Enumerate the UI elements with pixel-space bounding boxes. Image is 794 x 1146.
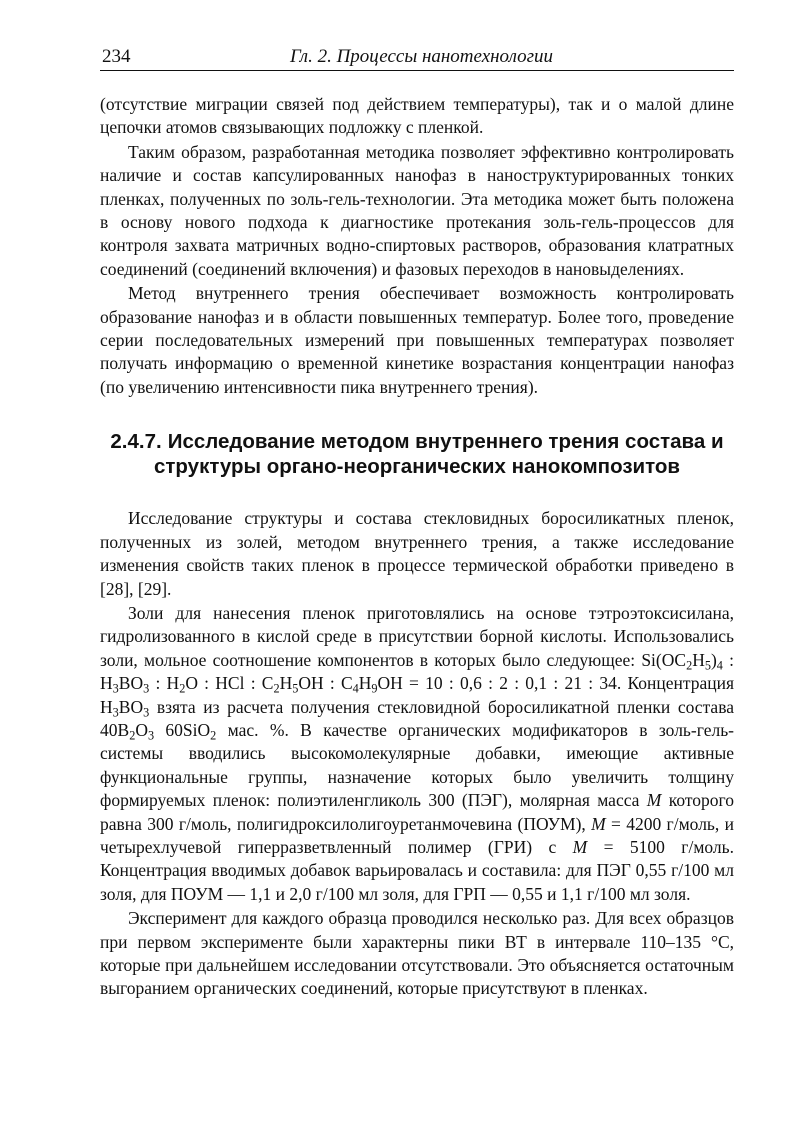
page-number: 234 bbox=[102, 46, 131, 67]
section-title: Исследование методом внутреннего трения состава и структуры органо-неорганических нанокомпозитов bbox=[153, 430, 724, 479]
paragraph-experiment: Эксперимент для каждого образца проводился несколько раз. Для всех образцов при первом эксперименте были характерны пики ВТ в интервале 110–135 °С, которые при дальнейшем исследовании отсутствовали. Это объясняется остаточным выгоранием органических соединений, которые присутствуют в пленках. bbox=[100, 908, 734, 999]
paragraph-sol-preparation: Золи для нанесения пленок приготовлялись на основе тэтроэтоксисилана, гидролизованного в кислой среде в присутствии борной кислоты. Использовались золи, мольное соотношение компонентов в которых было следующее: $Si(OC_2H_5)_4$ : $H_3BO_3$ : $H_2O$ : HCl : $C_2H_5OH$ : $C_4H_9OH = 10$ : 0,6 : 2 : 0,1 : 21 : 34. Концентрация $H_3BO_3$ взята из расчета получения стекловидной боросиликатной пленки состава $40B_2O_3$ 60SiO$_2$ мас. %. В качестве органических модификаторов в золь-гель-системы вводились высокомолекулярные добавки, имеющие активные функциональные группы, назначение которых было увеличить толщину формируемых пленок: полиэтиленгликоль 300 (ПЭГ), молярная масса M которого равна 300 г/моль, полигидроксилолигоуретанмочевина (ПОУМ), M = 4200 г/моль, и четырехлучевой гиперразветвленный полимер (ГРИ) с M = 5100 г/моль. Концентрация вводимых добавок варьировалась и составила: для ПЭГ 0,55 г/100 мл золя, для ПОУМ — 1,1 и 2,0 г/100 мл золя, для ГРП — 0,55 и 1,1 г/100 мл золя. bbox=[100, 602, 735, 904]
page bbox=[100, 40, 734, 1001]
paragraph-high-temperature: Метод внутреннего трения обеспечивает возможность контролировать образование нанофаз и в области повышенных температур. Более того, проведение серии последовательных измерений при повышенных температурах позволяет получать информацию о временной кинетике возрастания концентрации нанофаз (по увеличению интенсивности пика внутреннего трения). bbox=[100, 283, 734, 397]
body-text bbox=[100, 93, 734, 1001]
paragraph-continued: (отсутствие миграции связей под действием температуры), так и о малой длине цепочки атомов связывающих подложку с пленкой. bbox=[100, 94, 734, 138]
paragraph-intro: Исследование структуры и состава стекловидных боросиликатных пленок, полученных из золей, методом внутреннего трения, а также исследование изменения свойств таких пленок в процессе термической обработки приведено в [28], [29]. bbox=[100, 508, 734, 599]
paragraph-method-summary: Таким образом, разработанная методика позволяет эффективно контролировать наличие и состав капсулированных нанофаз в наноструктурированных тонких пленках, полученных по золь-гель-технологии. Эта методика может быть положена в основу нового подхода к диагностике протекания золь-гель-процессов для контроля захвата матричных водно-спиртовых растворов, образования клатратных соединений (соединений включения) и фазовых переходов в нановыделениях. bbox=[100, 141, 734, 279]
section-heading bbox=[100, 429, 734, 479]
running-head bbox=[100, 40, 734, 71]
chapter-title: Гл. 2. Процессы нанотехнологии bbox=[290, 46, 554, 67]
section-number: 2.4.7. bbox=[110, 430, 162, 454]
